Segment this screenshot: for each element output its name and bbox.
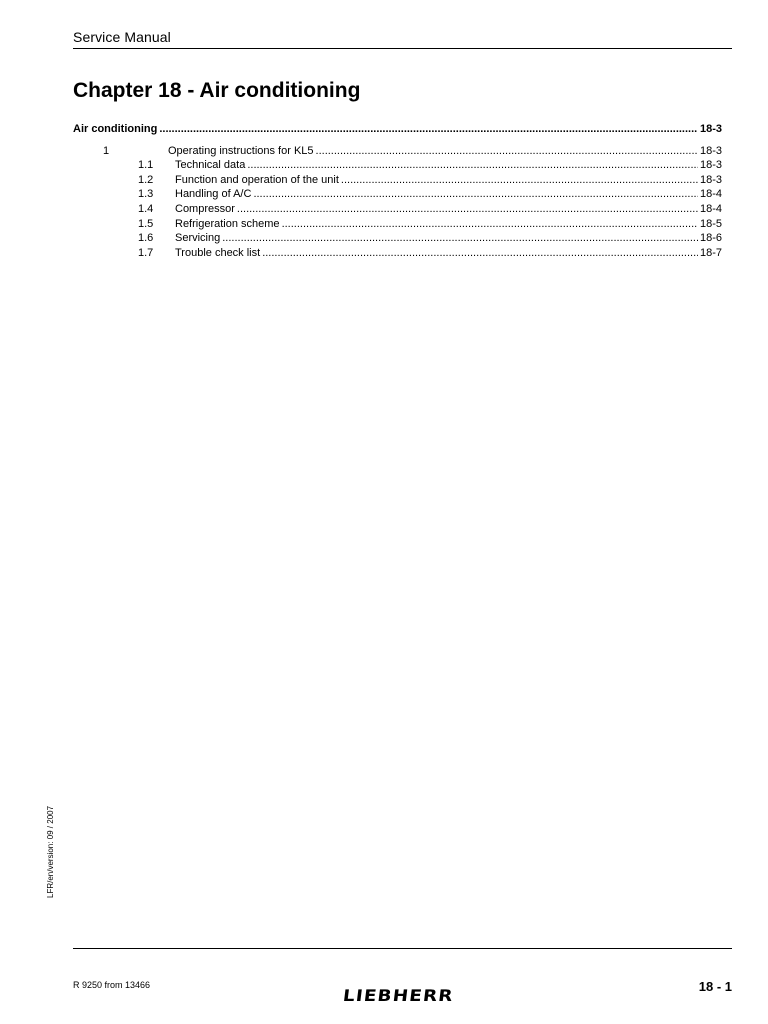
toc-entry-subsection[interactable]	[73, 217, 722, 232]
dot-leader	[282, 217, 698, 232]
toc-page: 18-5	[699, 217, 722, 230]
dot-leader	[159, 122, 698, 137]
toc-page: 18-3	[699, 159, 722, 172]
toc-label: Compressor	[175, 202, 235, 215]
toc-entry-subsection[interactable]	[73, 231, 722, 246]
running-header-title: Service Manual	[73, 29, 171, 45]
dot-leader	[247, 158, 698, 173]
toc-page: 18-6	[699, 232, 722, 245]
dot-leader	[341, 173, 698, 188]
toc-label: Operating instructions for KL5	[168, 144, 314, 157]
dot-leader	[222, 231, 698, 246]
toc-number: 1.1	[138, 159, 154, 172]
toc-entry-subsection[interactable]	[73, 187, 722, 202]
chapter-title: Chapter 18 - Air conditioning	[73, 79, 361, 102]
toc-entry-subsection[interactable]	[73, 173, 722, 188]
toc-number: 1.3	[138, 188, 154, 201]
toc-entry-subsection[interactable]	[73, 202, 722, 217]
toc-number: 1.2	[138, 173, 154, 186]
toc-label: Technical data	[175, 159, 246, 172]
table-of-contents	[73, 122, 722, 260]
toc-page: 18-7	[699, 246, 722, 259]
version-note: LFR/en/version: 09 / 2007	[46, 805, 55, 898]
toc-entry-subsection[interactable]	[73, 246, 722, 261]
toc-number: 1.7	[138, 246, 154, 259]
toc-number: 1	[103, 144, 110, 157]
toc-label: Function and operation of the unit	[175, 173, 339, 186]
toc-entry-main[interactable]	[73, 122, 722, 137]
toc-entry-subsection[interactable]	[73, 158, 722, 173]
toc-label: Trouble check list	[175, 246, 261, 259]
toc-page: 18-4	[699, 202, 722, 215]
toc-page: 18-4	[699, 188, 722, 201]
toc-label: Air conditioning	[73, 123, 158, 135]
toc-label: Handling of A/C	[175, 188, 252, 201]
footer-page-number: 18 - 1	[698, 979, 732, 994]
dot-leader	[316, 144, 698, 159]
header-rule	[73, 48, 732, 49]
toc-number: 1.5	[138, 217, 154, 230]
footer-model: R 9250 from 13466	[73, 980, 151, 990]
liebherr-logo: LIEBHERR	[341, 986, 455, 1005]
toc-label: Refrigeration scheme	[175, 217, 280, 230]
dot-leader	[262, 246, 698, 261]
toc-page: 18-3	[699, 144, 722, 157]
toc-entry-section[interactable]	[73, 144, 722, 159]
toc-label: Servicing	[175, 232, 221, 245]
toc-page: 18-3	[699, 123, 722, 135]
footer-rule	[73, 948, 732, 949]
dot-leader	[253, 187, 698, 202]
toc-page: 18-3	[699, 173, 722, 186]
toc-number: 1.4	[138, 202, 154, 215]
toc-number: 1.6	[138, 232, 154, 245]
dot-leader	[237, 202, 698, 217]
